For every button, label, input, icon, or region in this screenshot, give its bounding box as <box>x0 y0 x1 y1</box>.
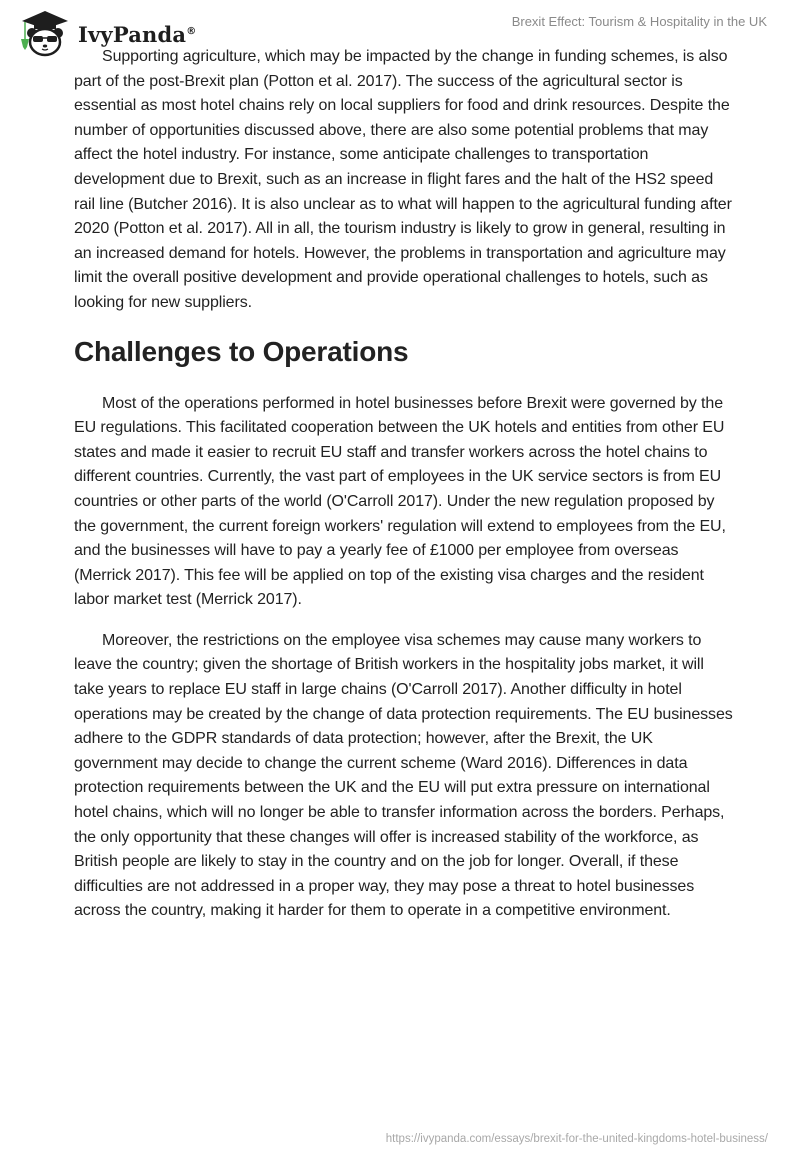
document-title: Brexit Effect: Tourism & Hospitality in the UK <box>511 14 767 29</box>
logo-text: IvyPanda® <box>78 21 197 47</box>
section-heading: Challenges to Operations <box>74 335 409 367</box>
essay-content <box>74 45 734 940</box>
source-url-link[interactable]: https://ivypanda.com/essays/brexit-for-the-united-kingdoms-hotel-business/ <box>385 1133 768 1145</box>
paragraph-eu-regulations: Most of the operations performed in hotel businesses before Brexit were governed by the EU regulations. This facilitated cooperation between the UK hotels and entities from other EU states and made it easier to recruit EU staff and transfer workers across the hotel chains to different countries. Currently, the vast part of employees in the UK service sectors is from EU countries or other parts of the world (O'Carroll 2017). Under the new regulation proposed by the government, the current foreign workers' regulation will extend to employees from the EU, and the businesses will have to pay a yearly fee of £1000 per employee from overseas (Merrick 2017). This fee will be applied on top of the existing visa charges and the resident labor market test (Merrick 2017). <box>74 394 726 609</box>
panda-graduate-icon <box>18 8 72 58</box>
registered-mark: ® <box>186 25 197 37</box>
paragraph-visa-restrictions: Moreover, the restrictions on the employee visa schemes may cause many workers to leave the country; given the shortage of British workers in the hospitality jobs market, it will take years to replace EU staff in large chains (O'Carroll 2017). Another difficulty in hotel operations may be created by the change of data protection requirements. The EU businesses adhere to the GDPR standards of data protection; however, after the Brexit, the UK government may decide to change the current scheme (Ward 2016). Differences in data protection requirements between the UK and the EU will put extra pressure on international hotel chains, which will no longer be able to transfer information across the borders. Perhaps, the only opportunity that these changes will offer is increased stability of the workforce, as British people are likely to stay in the country and on the job for longer. Overall, if these difficulties are not addressed in a proper way, they may pose a threat to hotel businesses across the country, making it harder for them to operate in a competitive environment. <box>74 631 733 920</box>
paragraph-agriculture: Supporting agriculture, which may be impacted by the change in funding schemes, is also part of the post-Brexit plan (Potton et al. 2017). The success of the agricultural sector is essential as most hotel chains rely on local suppliers for food and drink resources. Despite the number of opportunities discussed above, there are also some potential problems that may affect the hotel industry. For instance, some anticipate challenges to transportation development due to Brexit, such as an increase in flight fares and the halt of the HS2 speed rail line (Butcher 2016). It is also unclear as to what will happen to the agricultural funding after 2020 (Potton et al. 2017). All in all, the tourism industry is likely to grow in general, resulting in an increased demand for hotels. However, the problems in transportation and agriculture may limit the overall positive development and provide operational challenges to hotels, such as looking for new suppliers. <box>74 48 732 311</box>
